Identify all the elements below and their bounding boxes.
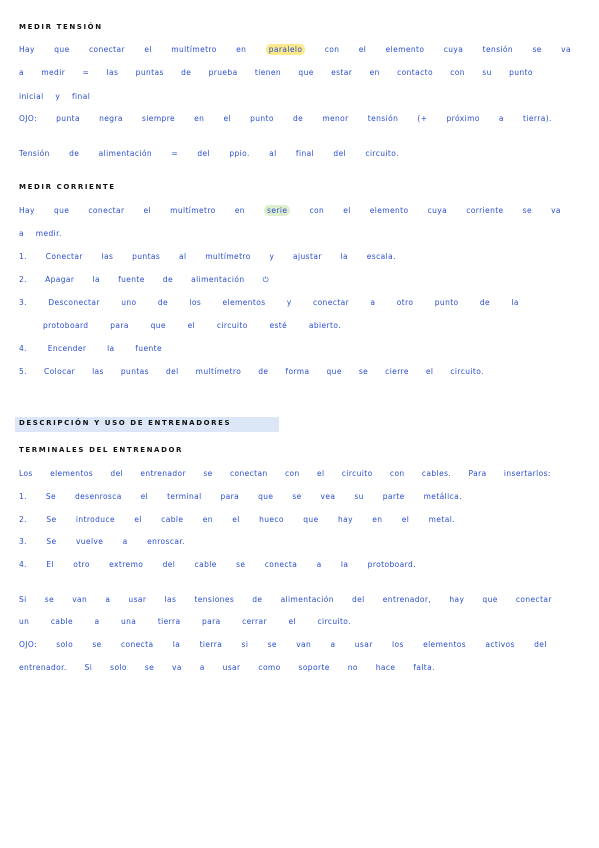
word: cables.	[421, 469, 452, 478]
word: OJO:	[19, 114, 38, 123]
word: elementos	[222, 298, 266, 307]
word: OJO:	[19, 640, 38, 649]
word: hay	[337, 515, 353, 524]
section-bar-label: DESCRIPCIÓN Y USO DE ENTRENADORES	[19, 419, 232, 427]
word: con	[324, 45, 340, 54]
word: en	[202, 515, 213, 524]
terminales-para-2	[19, 639, 547, 650]
word: circuito.	[450, 367, 484, 376]
heading-terminales: TERMINALES DEL ENTRENADOR	[19, 446, 184, 454]
word: elemento	[385, 45, 425, 54]
word: introduce	[75, 515, 115, 524]
word: hace	[375, 663, 396, 672]
word: solo	[110, 663, 127, 672]
word: cable	[161, 515, 184, 524]
word: circuito.	[317, 617, 351, 626]
word: que	[303, 515, 319, 524]
word: desenrosca	[74, 492, 122, 501]
word: van	[296, 640, 312, 649]
word: circuito	[341, 469, 373, 478]
word: del	[534, 640, 547, 649]
word: el	[316, 469, 325, 478]
tension-line-5	[19, 148, 399, 159]
word: a	[316, 560, 322, 569]
word: Encender	[47, 344, 87, 353]
word: multímetro	[170, 206, 216, 215]
word: protoboard	[43, 321, 89, 330]
corriente-line-1	[19, 205, 561, 216]
word: los	[392, 640, 404, 649]
word: y	[269, 252, 275, 261]
terminales-step-3	[19, 536, 185, 547]
word: la	[340, 252, 349, 261]
word: que	[482, 595, 498, 604]
word: en	[369, 68, 380, 77]
word: entrenador.	[19, 663, 67, 672]
word: Si	[84, 663, 93, 672]
corriente-step-4	[19, 343, 162, 354]
word: tensiones	[194, 595, 235, 604]
word: un	[19, 617, 30, 626]
terminales-para-1	[19, 594, 552, 605]
word: Desconectar	[48, 298, 100, 307]
word: se	[532, 45, 542, 54]
word: punto	[434, 298, 459, 307]
tension-line-3: inicial y final	[19, 92, 91, 101]
word: de	[479, 298, 491, 307]
word: =	[82, 68, 90, 77]
word: a	[19, 68, 24, 77]
word: Para	[468, 469, 487, 478]
word: la	[92, 275, 100, 284]
word: ⏻	[262, 275, 269, 284]
corriente-line-2: a medir.	[19, 229, 62, 238]
word: su	[354, 492, 364, 501]
word: de	[157, 298, 169, 307]
word: fuente	[118, 275, 145, 284]
word: al	[178, 252, 187, 261]
word: cierre	[385, 367, 409, 376]
terminales-intro	[19, 468, 551, 479]
word: esté	[269, 321, 288, 330]
word: multímetro	[171, 45, 217, 54]
word: elementos	[423, 640, 467, 649]
word: entrenador,	[382, 595, 432, 604]
word: del	[197, 149, 210, 158]
word: puntas	[135, 68, 164, 77]
word: el	[140, 492, 149, 501]
word: punto	[250, 114, 274, 123]
word: elementos	[50, 469, 94, 478]
word: las	[101, 252, 114, 261]
word: las	[92, 367, 104, 376]
word: su	[482, 68, 492, 77]
word: el	[144, 45, 152, 54]
word: extremo	[109, 560, 144, 569]
word: punto	[509, 68, 533, 77]
word: conectar	[88, 45, 125, 54]
word: para	[110, 321, 129, 330]
word: uno	[121, 298, 137, 307]
word: metálica.	[423, 492, 462, 501]
word: la	[511, 298, 519, 307]
word: va	[561, 45, 571, 54]
word: se	[203, 469, 213, 478]
word: puntas	[132, 252, 161, 261]
word: conecta	[264, 560, 298, 569]
word: las	[106, 68, 119, 77]
word: tensión	[482, 45, 514, 54]
word: usar	[128, 595, 147, 604]
word: alimentación	[280, 595, 334, 604]
corriente-step-3-cont	[43, 320, 341, 331]
terminales-step-2	[19, 514, 455, 525]
corriente-step-2	[19, 274, 269, 285]
word: corriente	[466, 206, 504, 215]
word: tierra).	[523, 114, 552, 123]
word: el	[143, 206, 152, 215]
word: entrenador	[140, 469, 187, 478]
word: Conectar	[45, 252, 83, 261]
word: que	[258, 492, 274, 501]
word: hueco	[259, 515, 284, 524]
word: para	[220, 492, 240, 501]
word: negra	[99, 114, 123, 123]
word: conectar	[313, 298, 350, 307]
word: menor	[322, 114, 349, 123]
word: cuya	[443, 45, 464, 54]
word: van	[72, 595, 88, 604]
word: Apagar	[45, 275, 75, 284]
word: con	[309, 206, 325, 215]
word: otro	[396, 298, 414, 307]
word: de	[293, 114, 304, 123]
word: 4.	[19, 560, 27, 569]
word: multímetro	[195, 367, 242, 376]
word: tienen	[254, 68, 282, 77]
word: en	[236, 45, 247, 54]
word: del	[333, 149, 347, 158]
word: Se	[46, 515, 57, 524]
word: cable	[50, 617, 73, 626]
word: el	[187, 321, 196, 330]
word: la	[172, 640, 181, 649]
word: próximo	[446, 114, 480, 123]
section-bar	[15, 417, 279, 432]
word: tierra	[157, 617, 181, 626]
word: se	[522, 206, 532, 215]
word: cable	[194, 560, 217, 569]
word: Se	[45, 492, 57, 501]
highlighted-word: serie	[264, 205, 290, 216]
word: no	[347, 663, 358, 672]
word: fuente	[135, 344, 162, 353]
word: se	[292, 492, 302, 501]
word: se	[267, 640, 277, 649]
word: se	[358, 367, 369, 376]
word: el	[358, 45, 367, 54]
word: otro	[73, 560, 90, 569]
word: usar	[222, 663, 241, 672]
terminales-para-1b	[19, 616, 351, 627]
word: que	[54, 45, 70, 54]
word: el	[134, 515, 142, 524]
tension-line-1	[19, 44, 571, 55]
word: protoboard.	[367, 560, 416, 569]
word: Se	[46, 537, 57, 546]
word: medir	[41, 68, 66, 77]
word: multímetro	[205, 252, 251, 261]
word: de	[162, 275, 174, 284]
word: se	[144, 663, 155, 672]
word: 5.	[19, 367, 27, 376]
word: una	[121, 617, 137, 626]
word: el	[425, 367, 434, 376]
word: de	[181, 68, 192, 77]
word: si	[241, 640, 249, 649]
word: que	[298, 68, 314, 77]
word: el	[288, 617, 296, 626]
word: al	[269, 149, 277, 158]
terminales-step-4	[19, 559, 416, 570]
word: a	[498, 114, 504, 123]
word: que	[53, 206, 70, 215]
terminales-para-2b	[19, 662, 435, 673]
word: =	[171, 149, 178, 158]
corriente-step-3	[19, 297, 519, 308]
heading-medir-corriente: MEDIR CORRIENTE	[19, 183, 116, 191]
word: los	[189, 298, 202, 307]
word: forma	[285, 367, 310, 376]
tension-line-4	[19, 113, 552, 124]
word: a	[370, 298, 376, 307]
word: terminal	[167, 492, 202, 501]
word: activos	[485, 640, 515, 649]
word: del	[110, 469, 124, 478]
word: parte	[382, 492, 405, 501]
word: hay	[449, 595, 465, 604]
word: 1.	[19, 492, 27, 501]
word: el	[232, 515, 240, 524]
word: 2.	[19, 275, 27, 284]
word: Hay	[19, 45, 35, 54]
word: la	[340, 560, 349, 569]
word: el	[223, 114, 231, 123]
word: elemento	[369, 206, 409, 215]
word: cerrar	[242, 617, 267, 626]
word: solo	[56, 640, 74, 649]
word: tierra	[199, 640, 223, 649]
word: con	[389, 469, 405, 478]
word: punta	[56, 114, 80, 123]
heading-medir-tension: MEDIR TENSIÓN	[19, 23, 103, 31]
word: y	[286, 298, 292, 307]
word: con	[450, 68, 465, 77]
word: Tensión	[19, 149, 50, 158]
word: 1.	[19, 252, 27, 261]
word: en	[372, 515, 383, 524]
word: escala.	[366, 252, 396, 261]
word: alimentación	[98, 149, 152, 158]
word: con	[284, 469, 300, 478]
word: cuya	[427, 206, 448, 215]
word: metal.	[428, 515, 455, 524]
word: siempre	[142, 114, 176, 123]
word: va	[172, 663, 182, 672]
word: el	[401, 515, 410, 524]
word: tensión	[367, 114, 399, 123]
word: Los	[19, 469, 33, 478]
word: falta.	[413, 663, 435, 672]
word: circuito	[216, 321, 248, 330]
word: a	[105, 595, 111, 604]
corriente-step-5	[19, 366, 484, 377]
word: conectar	[88, 206, 125, 215]
word: circuito.	[365, 149, 399, 158]
terminales-step-1	[19, 491, 462, 502]
word: conectar	[515, 595, 552, 604]
word: que	[326, 367, 342, 376]
highlighted-word: paralelo	[266, 44, 306, 55]
word: final	[295, 149, 315, 158]
word: se	[44, 595, 55, 604]
word: 3.	[19, 537, 27, 546]
word: insertarlos:	[503, 469, 551, 478]
word: usar	[354, 640, 373, 649]
word: 3.	[19, 298, 27, 307]
word: a	[199, 663, 205, 672]
word: de	[258, 367, 269, 376]
word: la	[107, 344, 115, 353]
word: el	[343, 206, 351, 215]
word: estar	[331, 68, 353, 77]
word: para	[201, 617, 221, 626]
word: Colocar	[43, 367, 76, 376]
word: va	[551, 206, 561, 215]
word: del	[352, 595, 365, 604]
tension-line-2	[19, 67, 533, 78]
word: conectan	[229, 469, 268, 478]
word: se	[92, 640, 102, 649]
word: que	[150, 321, 166, 330]
word: vea	[320, 492, 336, 501]
word: alimentación	[191, 275, 245, 284]
word: en	[234, 206, 245, 215]
word: del	[162, 560, 176, 569]
word: El	[46, 560, 54, 569]
word: puntas	[120, 367, 149, 376]
word: del	[166, 367, 179, 376]
word: ppio.	[229, 149, 250, 158]
word: a	[122, 537, 128, 546]
word: conecta	[120, 640, 154, 649]
word: en	[194, 114, 205, 123]
word: a	[94, 617, 100, 626]
word: contacto	[397, 68, 433, 77]
word: (+	[417, 114, 428, 123]
word: se	[236, 560, 246, 569]
word: de	[69, 149, 80, 158]
word: 4.	[19, 344, 27, 353]
word: ajustar	[293, 252, 322, 261]
word: enroscar.	[147, 537, 185, 546]
word: abierto.	[308, 321, 341, 330]
word: las	[164, 595, 177, 604]
word: 2.	[19, 515, 27, 524]
corriente-step-1	[19, 251, 396, 262]
word: como	[258, 663, 281, 672]
word: vuelve	[75, 537, 104, 546]
word: de	[252, 595, 263, 604]
word: soporte	[298, 663, 330, 672]
word: Hay	[19, 206, 35, 215]
word: a	[330, 640, 336, 649]
word: Si	[19, 595, 27, 604]
word: prueba	[208, 68, 238, 77]
